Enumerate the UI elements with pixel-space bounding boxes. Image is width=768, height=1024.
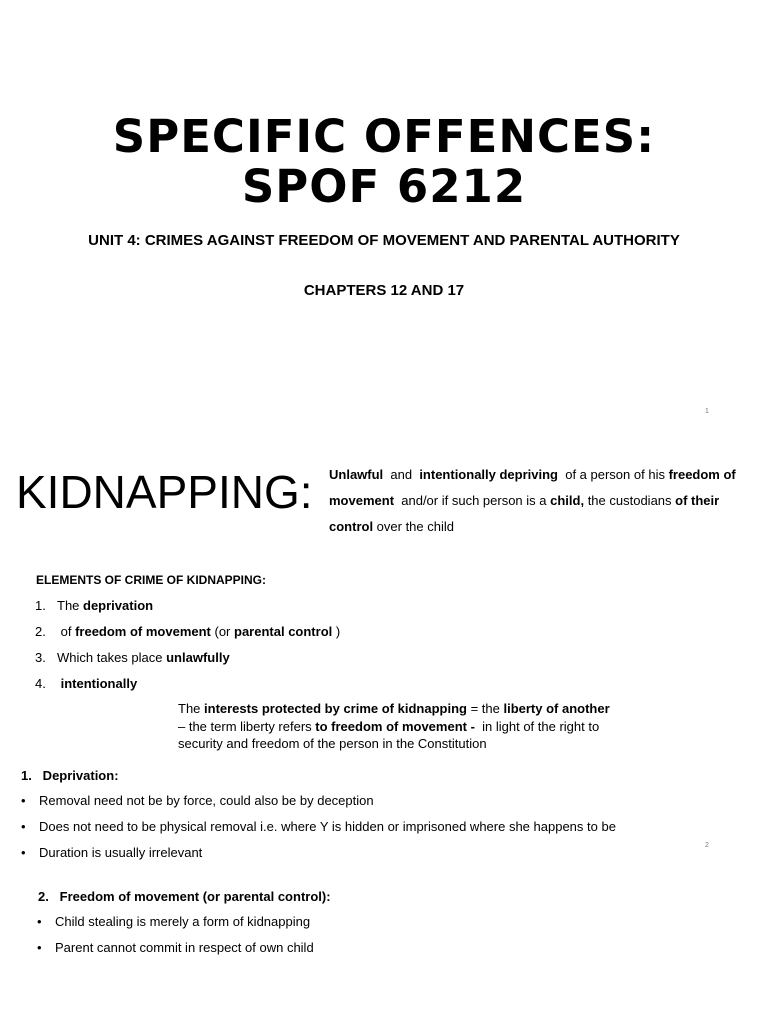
freedom-bullets	[37, 912, 637, 964]
bullet-text: Does not need to be physical removal i.e. where Y is hidden or imprisoned where she happens to be	[39, 819, 616, 834]
bullet-icon: •	[21, 793, 26, 808]
deprivation-bullets	[21, 791, 721, 869]
def-part: and/or if such person is a	[394, 493, 551, 508]
def-part: intentionally depriving	[419, 467, 558, 482]
note-part: The	[178, 701, 205, 716]
interest-protected-note	[178, 700, 618, 753]
item-bold: parental control	[234, 624, 333, 639]
item-text: of	[57, 624, 76, 639]
section-freedom-title: 2. Freedom of movement (or parental control):	[38, 889, 331, 904]
list-item	[35, 674, 340, 700]
bullet-text: Removal need not be by force, could also be by deception	[39, 793, 374, 808]
kidnapping-slide	[0, 430, 768, 1024]
slide-number: 2	[705, 842, 709, 849]
def-part: Unlawful	[329, 467, 384, 482]
bullet-icon: •	[37, 914, 42, 929]
bullet-item	[21, 843, 721, 869]
item-text: (or	[210, 624, 235, 639]
note-part: = the	[466, 701, 504, 716]
title-line-1: SPECIFIC OFFENCES:	[112, 110, 656, 163]
bullet-text: Child stealing is merely a form of kidnapping	[55, 914, 311, 929]
list-item	[35, 648, 340, 674]
bullet-item	[21, 791, 721, 817]
elements-title: ELEMENTS OF CRIME OF KIDNAPPING:	[36, 573, 267, 587]
def-part: and	[383, 467, 420, 482]
bullet-icon: •	[21, 819, 26, 834]
list-item	[35, 622, 340, 648]
item-bold: unlawfully	[166, 650, 230, 665]
title-slide	[0, 0, 768, 430]
item-bold: intentionally	[60, 676, 138, 691]
list-item	[35, 596, 340, 622]
def-part: of their control	[329, 493, 720, 534]
elements-list	[35, 596, 340, 700]
kidnapping-definition	[329, 462, 749, 540]
bullet-text: Parent cannot commit in respect of own child	[55, 940, 314, 955]
note-part: – the term liberty refers	[178, 701, 614, 734]
slide-title	[0, 112, 768, 212]
item-number: 4.	[35, 676, 46, 691]
bullet-text: Duration is usually irrelevant	[39, 845, 203, 860]
item-text: The	[57, 598, 84, 613]
bullet-item	[37, 912, 637, 938]
def-part: child,	[550, 493, 585, 508]
bullet-icon: •	[21, 845, 26, 860]
title-line-2: SPOF 6212	[241, 160, 527, 213]
item-text: Which takes place	[57, 650, 167, 665]
bullet-item	[37, 938, 637, 964]
item-number: 3.	[35, 650, 46, 665]
chapters-line: CHAPTERS 12 AND 17	[303, 282, 465, 299]
item-number: 1.	[35, 598, 46, 613]
kidnapping-heading: KIDNAPPING:	[16, 466, 313, 518]
note-part: interests protected by crime of kidnapping	[204, 701, 467, 716]
item-bold: deprivation	[83, 598, 154, 613]
bullet-icon: •	[37, 940, 42, 955]
slide-number: 1	[705, 408, 709, 415]
note-part: in light of the right to security and freedom of the person in the Constitution	[178, 718, 603, 751]
def-part: over the child	[373, 519, 454, 534]
unit-subtitle: UNIT 4: CRIMES AGAINST FREEDOM OF MOVEMENT AND PARENTAL AUTHORITY	[88, 232, 680, 249]
item-number: 2.	[35, 624, 46, 639]
item-text: )	[332, 624, 341, 639]
bullet-item	[21, 817, 721, 843]
def-part: the custodians	[584, 493, 676, 508]
def-part: freedom of movement	[329, 467, 736, 508]
note-part: to freedom of movement -	[315, 718, 475, 734]
note-part: liberty of another	[503, 701, 610, 716]
def-part: of a person of his	[558, 467, 669, 482]
item-bold: freedom of movement	[75, 624, 211, 639]
section-deprivation-title: 1. Deprivation:	[21, 768, 119, 783]
